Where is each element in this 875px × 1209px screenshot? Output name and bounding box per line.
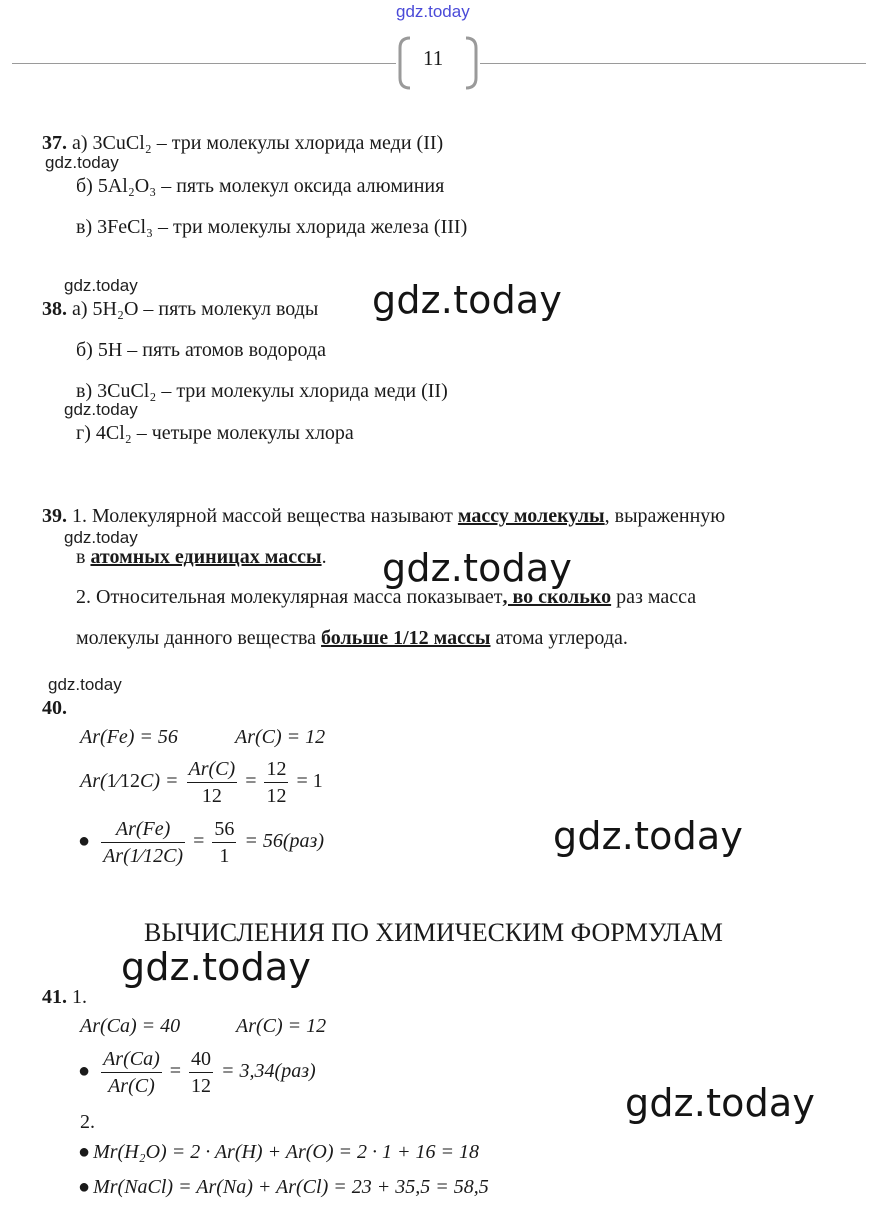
q41-ar-c: Ar(C) = 12 [236, 1015, 327, 1037]
q39-l4-bold: больше 1/12 массы [321, 627, 491, 649]
q39-line-1 [42, 504, 725, 528]
bullet-icon: ● [78, 1141, 91, 1163]
q41-l2-fraction-1 [101, 1046, 162, 1099]
q41-header [42, 985, 87, 1009]
q40-l2-den2: 12 [266, 785, 287, 807]
header-watermark: gdz.today [396, 2, 470, 21]
q39-l1-post: , выраженную [604, 505, 726, 527]
q39-l3-post: раз масса [611, 586, 697, 608]
watermark-small: gdz.today [48, 675, 122, 694]
q38-line-a [42, 297, 318, 321]
q41-line-4-wrap [78, 1175, 489, 1199]
bullet-icon: ● [78, 1060, 91, 1083]
header-rule-right [480, 63, 866, 64]
q39-l1-bold: массу молекулы [457, 505, 605, 527]
q41-l2-den: Ar(C) [108, 1075, 155, 1097]
q37-line-a [42, 131, 443, 155]
watermark-small: gdz.today [45, 153, 119, 172]
q40-ar-fe: Ar(Fe) = 56 [80, 726, 178, 748]
q39-l2-post: . [321, 546, 327, 568]
q40-ar-c: Ar(C) = 12 [235, 726, 326, 748]
q40-l2-lhs-pre: Ar( [80, 770, 107, 793]
q39-l1-pre: 1. Молекулярной массой вещества называют [72, 505, 458, 527]
q41-part-1: 1. [72, 986, 87, 1008]
q40-l3-eq: = [193, 830, 205, 853]
q40-line-2 [80, 756, 323, 809]
bullet-icon: ● [78, 1176, 91, 1198]
q40-l3-num: Ar(Fe) [101, 816, 185, 843]
q40-l2-fraction-2 [264, 756, 288, 809]
watermark-small: gdz.today [64, 276, 138, 295]
q39-l4-pre: молекулы данного вещества [76, 627, 322, 649]
q40-l3-num2: 56 [212, 816, 236, 843]
q38-b: б) 5H – пять атомов водорода [76, 339, 326, 361]
q40-l3-fraction-1 [101, 816, 185, 869]
q39-line-4 [76, 626, 628, 650]
q41-l2-result: = 3,34(раз) [221, 1060, 316, 1083]
q38-number: 38. [42, 298, 67, 320]
q40-l3-den: Ar(1⁄12C) [103, 845, 184, 867]
watermark-big: gdz.today [382, 546, 573, 590]
q40-l3-den2: 1 [219, 845, 230, 867]
q40-l2-den: 12 [201, 785, 222, 807]
watermark-small: gdz.today [64, 528, 138, 547]
q39-l3-bold: , во сколько [502, 586, 612, 608]
q41-l2-num: Ar(Ca) [101, 1046, 162, 1073]
q39-l2-bold: атомных единицах массы [90, 546, 322, 568]
page-number: 11 [423, 46, 444, 70]
q39-line-2 [76, 545, 327, 569]
q40-number: 40. [42, 697, 67, 719]
q39-l3-pre: 2. Относительная молекулярная масса показывает [76, 586, 503, 608]
q40-l2-eq: = [245, 770, 257, 793]
q39-line-3 [76, 585, 696, 609]
q38-d: г) 4Cl₂ – четыре молекулы хлора [76, 422, 354, 444]
q37-b: б) 5Al₂O₃ – пять молекул оксида алюминия [76, 175, 445, 197]
q41-line-3-wrap [78, 1140, 479, 1164]
section-title: ВЫЧИСЛЕНИЯ ПО ХИМИЧЕСКИМ ФОРМУЛАМ [144, 918, 723, 947]
watermark-small: gdz.today [64, 400, 138, 419]
q40-l2-num2: 12 [264, 756, 288, 783]
watermark-big: gdz.today [553, 814, 744, 858]
q39-l2-pre: в [76, 546, 91, 568]
q41-l2-num2: 40 [189, 1046, 213, 1073]
q41-part-2: 2. [80, 1111, 95, 1133]
q40-l2-lhs-post: C) = [140, 770, 179, 793]
q40-l2-result: = 1 [296, 770, 323, 793]
q41-line-3: Mr(H₂O) = 2 · Ar(H) + Ar(O) = 2 · 1 + 16 = 18 [93, 1141, 479, 1163]
q38-a: а) 5H₂O – пять молекул воды [72, 298, 319, 320]
q40-line-3 [78, 816, 324, 869]
q41-l2-den2: 12 [191, 1075, 212, 1097]
q40-l2-num: Ar(C) [187, 756, 238, 783]
q39-number: 39. [42, 505, 67, 527]
q41-line-4: Mr(NaCl) = Ar(Na) + Ar(Cl) = 23 + 35,5 = 58,5 [93, 1176, 489, 1198]
q40-l2-fraction-1 [187, 756, 238, 809]
q37-a: а) 3CuCl₂ – три молекулы хлорида меди (II) [72, 132, 444, 154]
header-rule-left [12, 63, 396, 64]
q41-line-2 [78, 1046, 316, 1099]
q40-l2-lhs-frac: 1⁄12 [106, 770, 141, 793]
q40-l3-fraction-2 [212, 816, 236, 869]
q41-l2-fraction-2 [189, 1046, 213, 1099]
q41-ar-ca: Ar(Ca) = 40 [80, 1015, 181, 1037]
q41-l2-eq: = [169, 1060, 182, 1083]
q40-l3-result: = 56(раз) [244, 830, 324, 853]
watermark-big: gdz.today [372, 278, 563, 322]
bullet-icon: ● [78, 830, 91, 853]
q38-c: в) 3CuCl₂ – три молекулы хлорида меди (II) [76, 380, 448, 402]
q39-l4-post: атома углерода. [490, 627, 628, 649]
watermark-big: gdz.today [121, 945, 312, 989]
q37-number: 37. [42, 132, 67, 154]
q37-c: в) 3FeCl₃ – три молекулы хлорида железа (III) [76, 216, 468, 238]
watermark-big: gdz.today [625, 1081, 816, 1125]
q41-number: 41. [42, 986, 67, 1008]
